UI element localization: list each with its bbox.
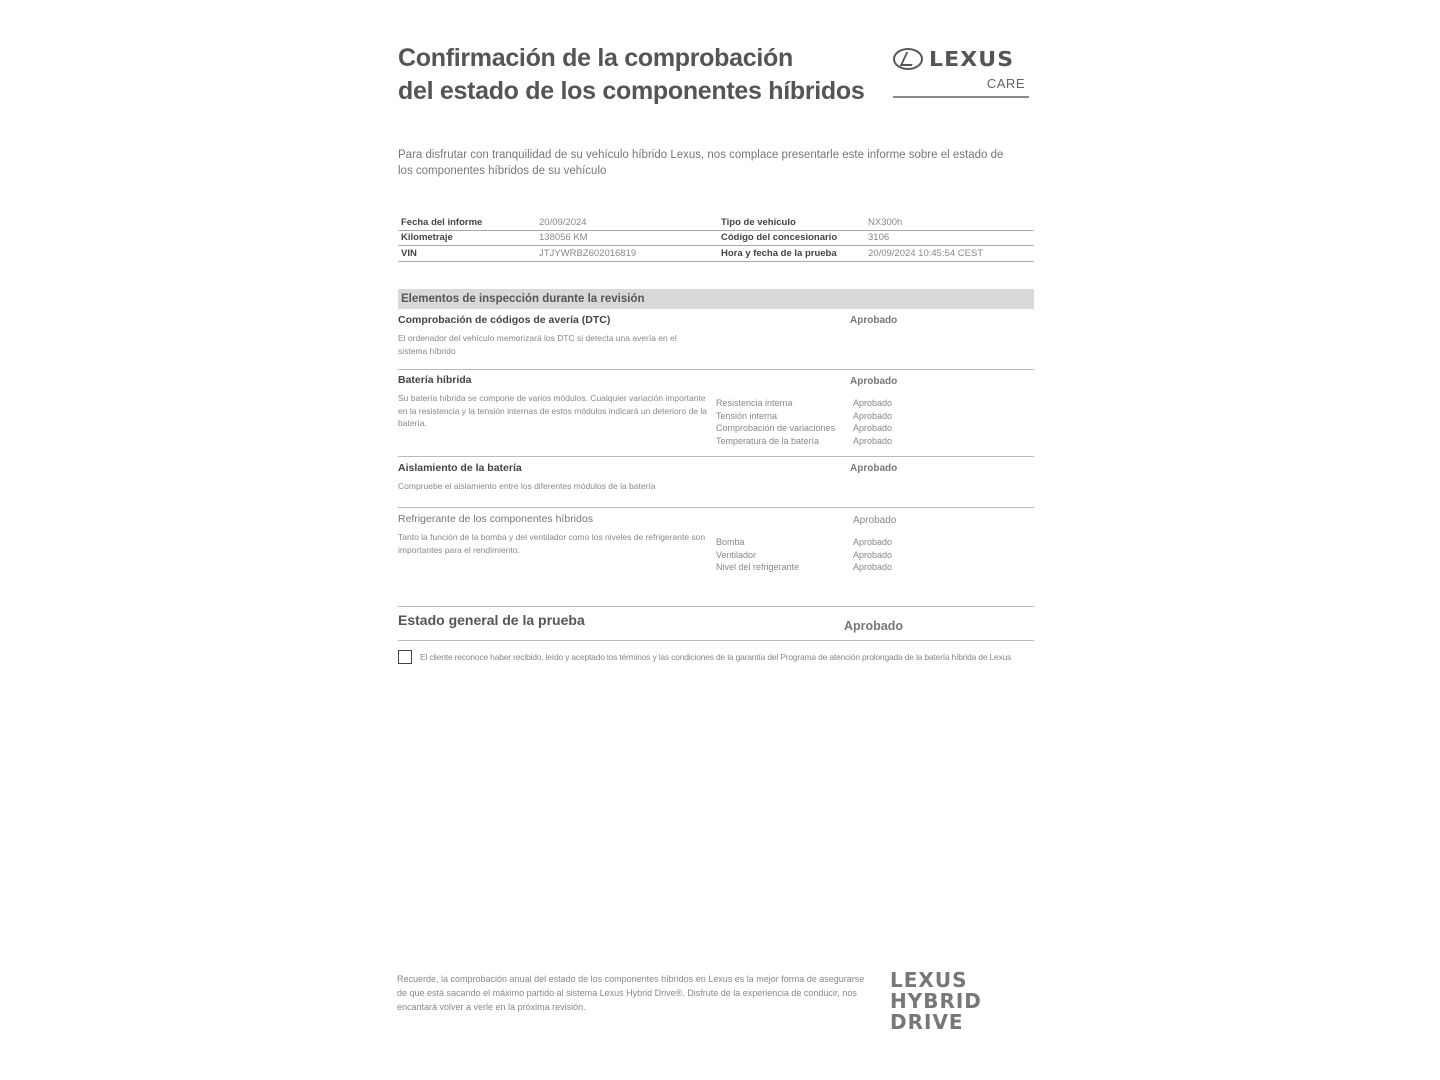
divider	[398, 456, 1034, 457]
sub-check-status: Aprobado	[853, 562, 893, 572]
divider	[398, 606, 1034, 607]
item-status: Aprobado	[850, 463, 898, 474]
item-description: Tanto la función de la bomba y del ventilador como los niveles de refrigerante son importantes para el rendimiento.	[398, 532, 706, 555]
sub-check-label: Ventilador	[716, 550, 757, 560]
acknowledgement-text: El cliente reconoce haber recibido, leído y aceptado los términos y las condiciones de la garantía del Programa de atención prolongada de la batería híbrida de Lexus	[420, 652, 1012, 662]
inspection-item-coolant	[398, 513, 1034, 572]
item-title: Aislamiento de la batería	[398, 462, 522, 474]
inspection-item-battery	[398, 374, 1034, 446]
item-title: Refrigerante de los componentes híbridos	[398, 513, 593, 525]
info-label: VIN	[401, 247, 417, 259]
sub-check-label: Temperatura de la batería	[716, 436, 820, 446]
overall-status: Aprobado	[844, 619, 904, 633]
acknowledgement	[398, 650, 1038, 664]
sub-check-status: Aprobado	[853, 423, 893, 433]
title-line-1: Confirmación de la comprobación	[398, 44, 793, 72]
item-title: Batería híbrida	[398, 374, 472, 386]
logo-line: DRIVE	[890, 1010, 964, 1034]
info-label: Fecha del informe	[401, 216, 483, 228]
info-label: Kilometraje	[401, 232, 453, 244]
item-description: Compruebe el aislamiento entre los diferentes módulos de la batería	[398, 481, 656, 491]
info-label: Tipo de vehículo	[721, 216, 796, 228]
inspection-item-isolation	[398, 462, 1034, 493]
lexus-care-logo	[893, 44, 1029, 100]
divider	[398, 507, 1034, 508]
sub-check-label: Comprobación de variaciones	[716, 423, 836, 433]
sub-check-status: Aprobado	[853, 550, 893, 560]
brand-name: LEXUS	[929, 47, 1015, 71]
vehicle-info-table	[398, 215, 1034, 262]
info-value: JTJYWRBZ602016819	[539, 247, 637, 259]
info-value: 138056 KM	[539, 232, 588, 244]
info-row	[398, 246, 1034, 262]
lexus-hybrid-drive-logo	[890, 970, 1020, 1033]
info-value: 20/09/2024 10:45:54 CEST	[868, 247, 984, 259]
info-label: Hora y fecha de la prueba	[721, 247, 837, 259]
sub-check-label: Nivel del refrigerante	[716, 562, 800, 572]
info-label: Código del concesionario	[721, 232, 838, 244]
sub-check-status: Aprobado	[853, 436, 893, 446]
sub-check-status: Aprobado	[853, 411, 893, 421]
sub-check-label: Resistencia interna	[716, 398, 793, 408]
item-title: Comprobación de códigos de avería (DTC)	[398, 314, 611, 326]
logo-line: HYBRID	[890, 989, 982, 1013]
item-status: Aprobado	[850, 376, 898, 387]
info-row	[398, 215, 1034, 231]
item-status: Aprobado	[850, 315, 898, 326]
divider	[398, 369, 1034, 370]
footer-text: Recuerde, la comprobación anual del estado de los componentes híbridos en Lexus es la mejor forma de asegurarse de que está sacando el máximo partido al sistema Lexus Hybrid Drive®. Disfrute de la experiencia de conducir, nos encantará volver a verle en la próxima revisión.	[397, 974, 865, 1012]
info-value: NX300h	[868, 216, 903, 228]
info-value: 3106	[868, 232, 890, 244]
brand-sub: CARE	[986, 76, 1025, 91]
brand-underline	[893, 96, 1029, 98]
sub-check-label: Tensión interna	[716, 411, 778, 421]
item-status: Aprobado	[853, 515, 897, 526]
item-description: Su batería híbrida se compone de varios módulos. Cualquier variación importante en la resistencia y la tensión internas de estos módulos indicará un deterioro de la batería.	[398, 393, 708, 428]
item-description: El ordenador del vehículo memorizará los DTC si detecta una avería en el sistema híbrido	[398, 333, 677, 356]
page-title	[398, 42, 868, 108]
info-value: 20/09/2024	[539, 216, 587, 228]
sub-check-status: Aprobado	[853, 398, 893, 408]
divider	[398, 640, 1034, 641]
lexus-emblem-icon	[893, 48, 923, 70]
info-row	[398, 231, 1034, 247]
title-line-2: del estado de los componentes híbridos	[398, 77, 865, 105]
logo-line: LEXUS	[890, 968, 968, 992]
intro-text: Para disfrutar con tranquilidad de su vehículo híbrido Lexus, nos complace presentarle este informe sobre el estado de los componentes híbridos de su vehículo	[398, 149, 1004, 177]
acknowledgement-checkbox[interactable]	[398, 650, 412, 664]
sub-check-label: Bomba	[716, 537, 745, 547]
sub-check-status: Aprobado	[853, 537, 893, 547]
section-title: Elementos de inspección durante la revisión	[398, 289, 1034, 309]
overall-label: Estado general de la prueba	[398, 612, 585, 628]
inspection-item-dtc	[398, 314, 1034, 357]
